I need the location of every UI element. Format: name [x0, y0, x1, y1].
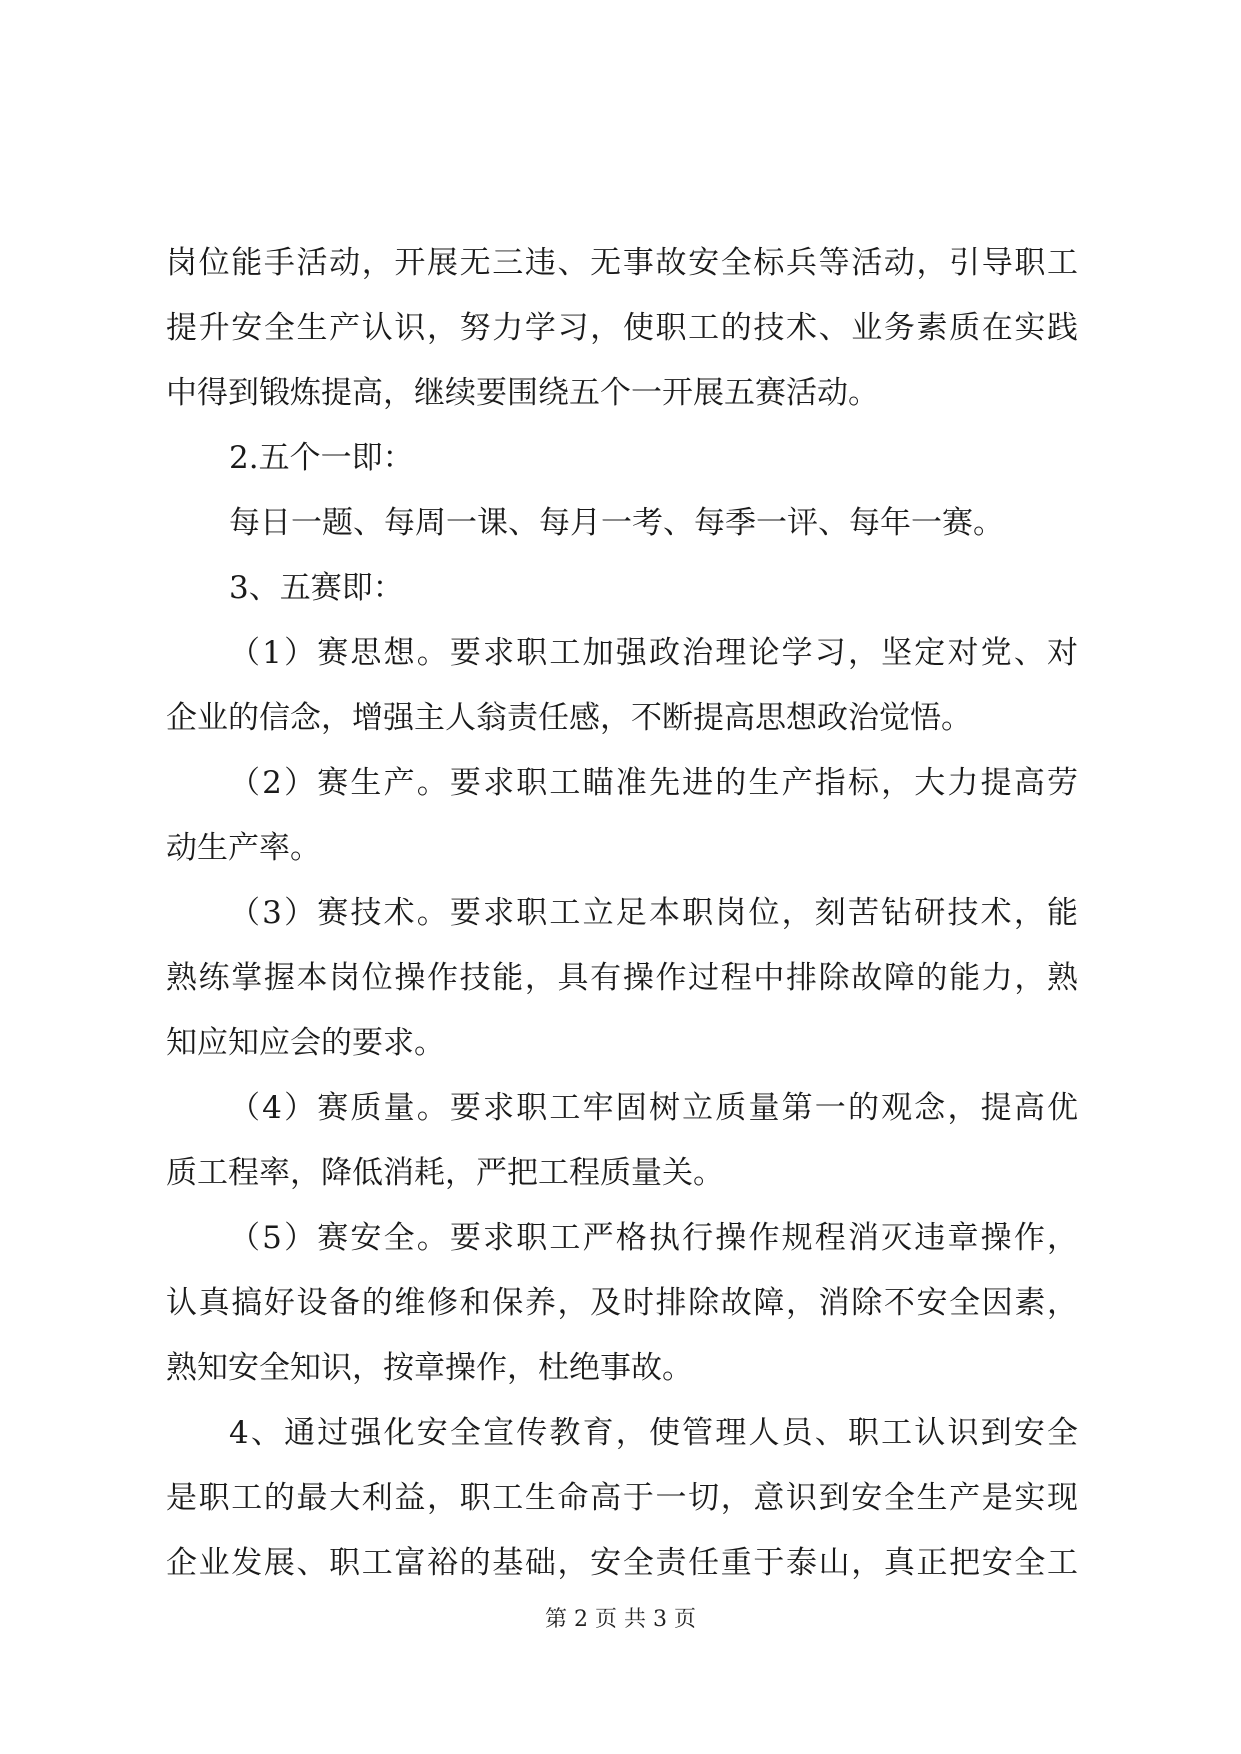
- list-item: 4、通过强化安全宣传教育，使管理人员、职工认识到安全: [229, 1415, 1078, 1451]
- list-item: （1）赛思想。要求职工加强政治理论学习，坚定对党、对: [229, 635, 1078, 671]
- text-line: 企业发展、职工富裕的基础，安全责任重于泰山，真正把安全工: [166, 1545, 1078, 1581]
- text-line: 企业的信念，增强主人翁责任感，不断提高思想政治觉悟。: [166, 700, 972, 736]
- text-line: 中得到锻炼提高，继续要围绕五个一开展五赛活动。: [166, 375, 879, 411]
- list-item: （4）赛质量。要求职工牢固树立质量第一的观念，提高优: [229, 1090, 1078, 1126]
- text-line: 提升安全生产认识，努力学习，使职工的技术、业务素质在实践: [166, 310, 1078, 346]
- text-line: 是职工的最大利益，职工生命高于一切，意识到安全生产是实现: [166, 1480, 1078, 1516]
- text-line: 岗位能手活动，开展无三违、无事故安全标兵等活动，引导职工: [166, 245, 1078, 281]
- text-line: 熟练掌握本岗位操作技能，具有操作过程中排除故障的能力，熟: [166, 960, 1078, 996]
- document-body: [166, 231, 1078, 1596]
- text-line: 熟知安全知识，按章操作，杜绝事故。: [166, 1350, 693, 1386]
- text-line: 认真搞好设备的维修和保养，及时排除故障，消除不安全因素，: [166, 1285, 1078, 1321]
- list-item: （2）赛生产。要求职工瞄准先进的生产指标，大力提高劳: [229, 765, 1078, 801]
- text-line: 动生产率。: [166, 830, 321, 866]
- list-heading: 2.五个一即：: [229, 440, 414, 476]
- text-line: 知应知应会的要求。: [166, 1025, 445, 1061]
- list-heading: 3、五赛即：: [229, 570, 404, 606]
- list-item: （5）赛安全。要求职工严格执行操作规程消灭违章操作，: [229, 1220, 1078, 1256]
- list-item: （3）赛技术。要求职工立足本职岗位，刻苦钻研技术，能: [229, 895, 1078, 931]
- text-line: 每日一题、每周一课、每月一考、每季一评、每年一赛。: [229, 505, 1004, 541]
- page-footer: 第 2 页 共 3 页: [545, 1607, 696, 1632]
- text-line: 质工程率，降低消耗，严把工程质量关。: [166, 1155, 724, 1191]
